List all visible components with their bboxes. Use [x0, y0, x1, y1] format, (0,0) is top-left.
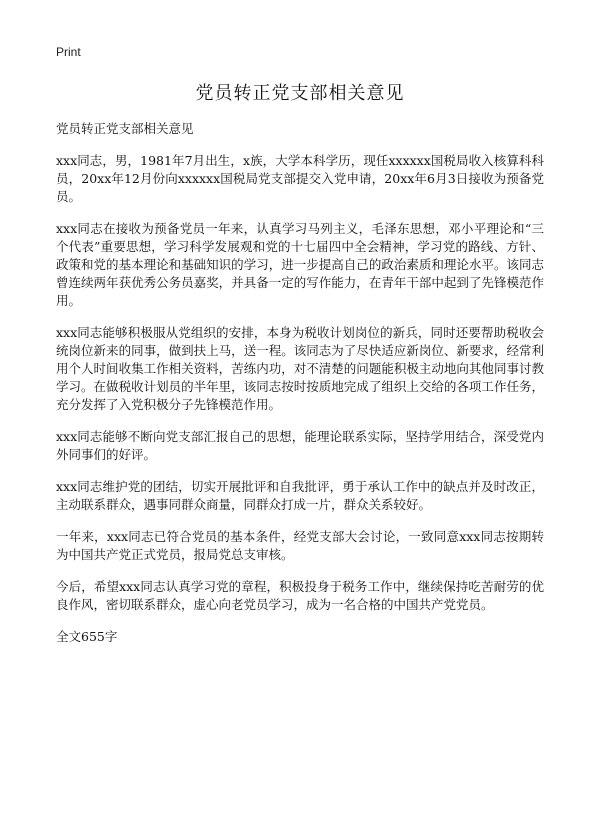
paragraph-work: xxx同志能够积极服从党组织的安排，本身为税收计划岗位的新兵，同时还要帮助税收会统岗位新来的同事，做到扶上马，送一程。该同志为了尽快适应新岗位、新要求，经常利用个人时间收集工作相关资料，苦练内功，对不清楚的问题能积极主动地向其他同事讨教学习。在做税收计划员的半年里，该同志按时按质地完成了组织上交给的各项工作任务，充分发挥了入党积极分子先锋模范作用。: [56, 325, 544, 412]
paragraph-study: xxx同志在接收为预备党员一年来，认真学习马列主义，毛泽东思想，邓小平理论和“三个代表”重要思想，学习科学发展观和党的十七届四中全会精神，学习党的路线、方针、政策和党的基本理论和基础知识的学习，进一步提高自己的政治素质和理论水平。该同志曾连续两年获优秀公务员嘉奖，并具备一定的写作能力，在青年干部中起到了先锋模范作用。: [56, 221, 544, 308]
paragraph-basic-info: xxx同志，男，1981年7月出生，x族，大学本科学历，现任xxxxxx国税局收入核算科科员，20xx年12月份向xxxxxx国税局党支部提交入党申请，20xx年6月3日接收为预备党员。: [56, 153, 544, 204]
page-title: 党员转正党支部相关意见: [195, 83, 405, 104]
paragraph-conclusion: 一年来，xxx同志已符合党员的基本条件，经党支部大会讨论，一致同意xxx同志按期转为中国共产党正式党员，报局党总支审核。: [56, 529, 544, 562]
paragraph-expectation: 今后，希望xxx同志认真学习党的章程，积极投身于税务工作中，继续保持吃苦耐劳的优良作风，密切联系群众，虚心向老党员学习，成为一名合格的中国共产党党员。: [56, 579, 544, 612]
paragraph-reporting: xxx同志能够不断向党支部汇报自己的思想，能理论联系实际，坚持学用结合，深受党内外同事们的好评。: [56, 429, 544, 462]
paragraph-unity: xxx同志维护党的团结，切实开展批评和自我批评，勇于承认工作中的缺点并及时改正，主动联系群众，遇事同群众商量，同群众打成一片，群众关系较好。: [56, 479, 544, 512]
word-count: 全文655字: [56, 629, 118, 644]
print-label[interactable]: Print: [56, 45, 81, 59]
document-subtitle: 党员转正党支部相关意见: [56, 121, 194, 136]
